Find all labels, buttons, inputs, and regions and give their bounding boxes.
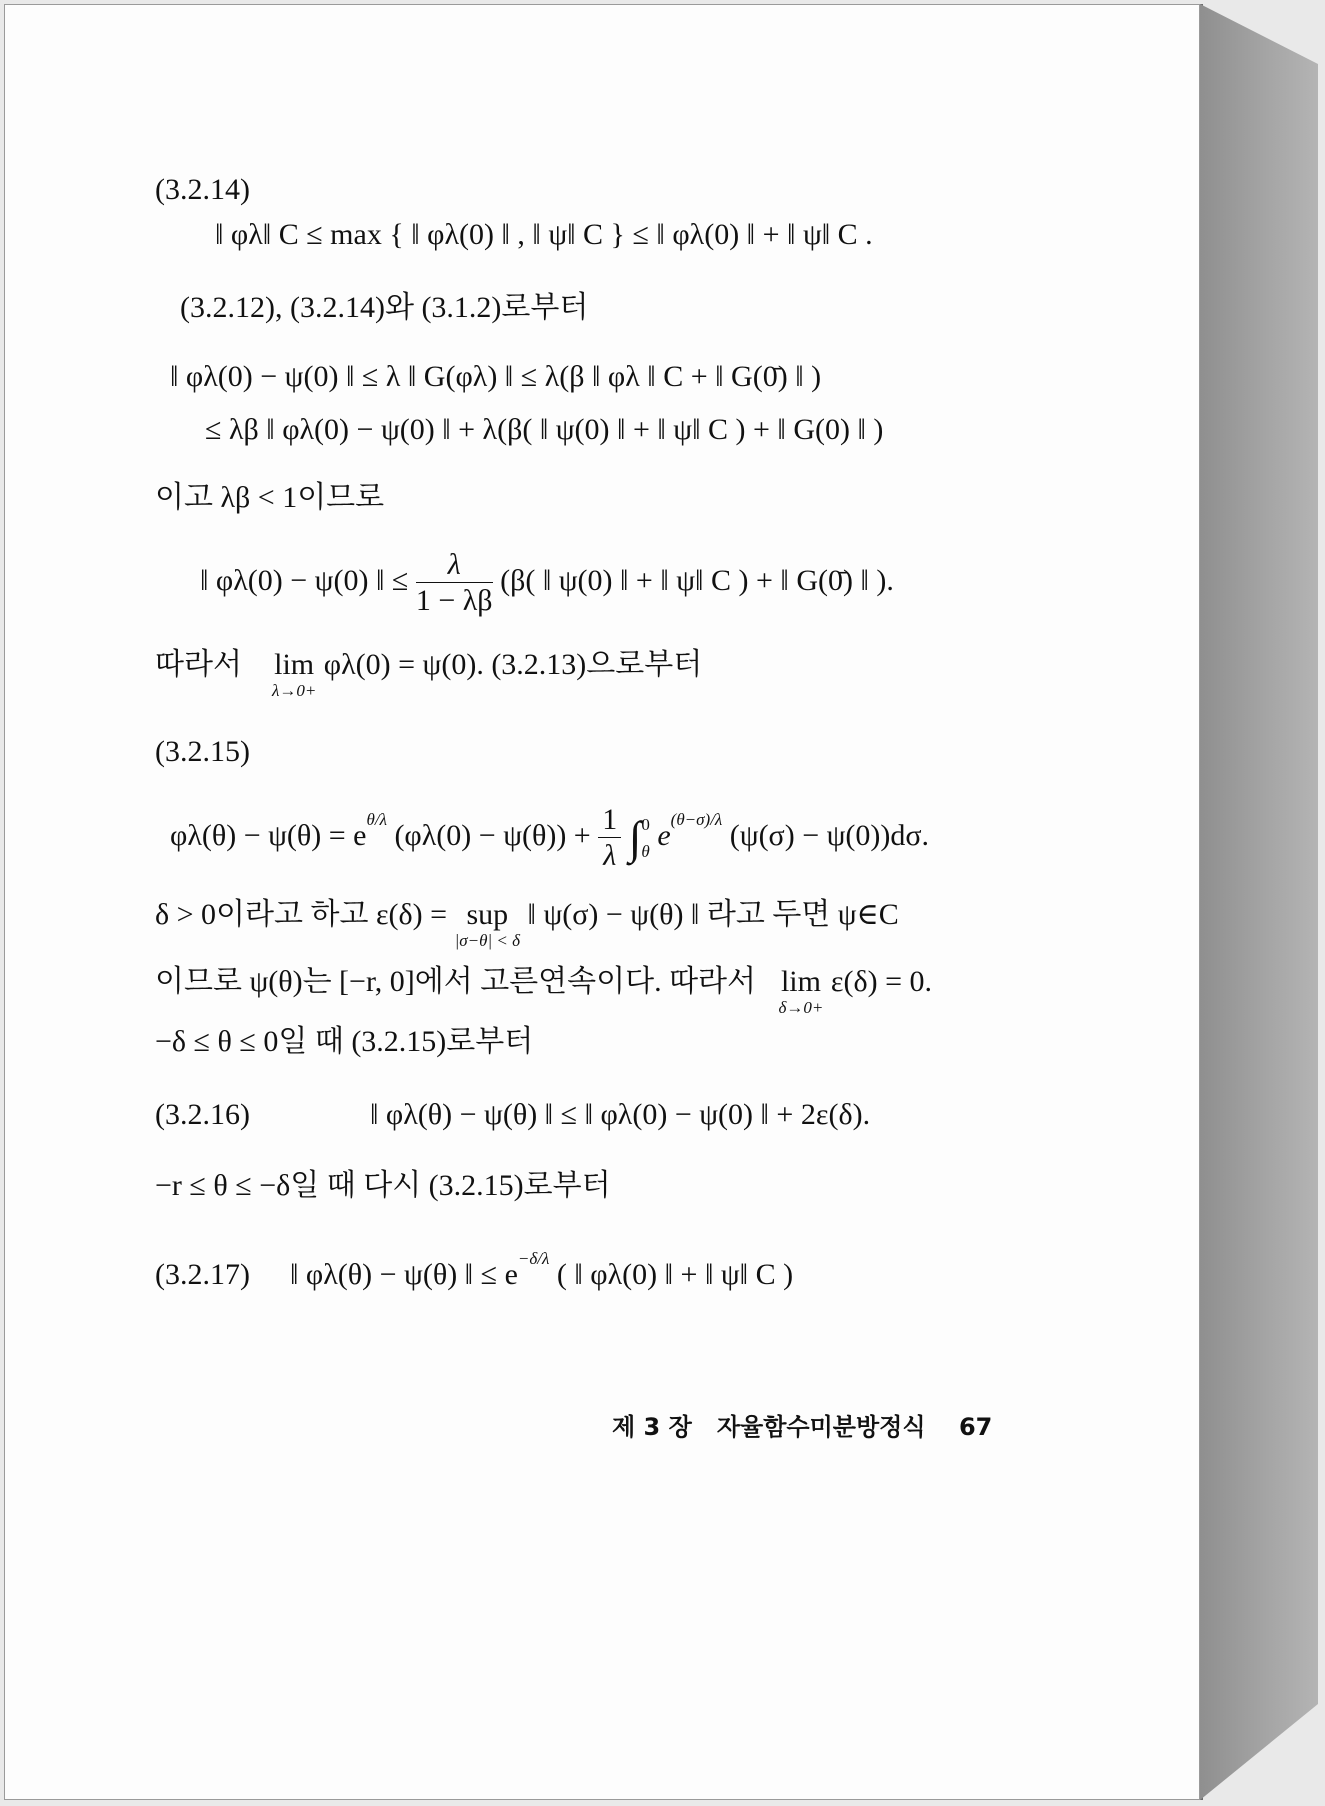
eq-3-2-17-right: ( ‖ φλ(0) ‖ + ‖ ψ‖ C ) [556, 1258, 794, 1291]
inequality-c-right: (β( ‖ ψ(0) ‖ + ‖ ψ‖ C ) + ‖ G(0̄) ‖ ). [500, 563, 894, 597]
inequality-c [200, 550, 894, 616]
lim-subscript-1: λ→0+ [271, 681, 317, 700]
eq-3-2-14-label: (3.2.14) [155, 173, 250, 206]
from-text-1: (3.2.12), (3.2.14)와 (3.1.2)로부터 [180, 291, 589, 324]
sup-operator [455, 900, 520, 949]
delta-text-a: δ > 0이라고 하고 ε(δ) = [155, 898, 448, 931]
eq-3-2-17-exponent: −δ/λ [517, 1249, 550, 1268]
delta-text-b: ‖ ψ(σ) − ψ(θ) ‖ 라고 두면 ψ∈C [527, 898, 899, 931]
lim-word: lim [274, 648, 315, 681]
eq-3-2-15 [170, 805, 929, 871]
eq-3-2-17-left: ‖ φλ(θ) − ψ(θ) ‖ ≤ e [290, 1258, 518, 1291]
eq-3-2-15-exponent: θ/λ [366, 809, 387, 829]
lim-word: lim [780, 965, 821, 998]
limit-expression-2: ε(δ) = 0. [830, 965, 933, 998]
sup-subscript: |σ−θ| < δ [454, 931, 521, 950]
inequality-c-left: ‖ φλ(0) − ψ(0) ‖ ≤ [200, 563, 409, 597]
eq-3-2-14: ‖ φλ‖ C ≤ max { ‖ φλ(0) ‖ , ‖ ψ‖ C } ≤ ‖ φλ(0) ‖ + ‖ ψ‖ C . [215, 218, 873, 251]
fraction-denominator: 1 − λβ [415, 584, 493, 617]
eq-3-2-15-e: e [657, 818, 671, 852]
therefore-text: 따라서 [155, 648, 242, 681]
eq-3-2-15-fraction [598, 805, 621, 871]
eq-3-2-15-right: (ψ(σ) − ψ(0))dσ. [729, 818, 930, 852]
book-page [4, 4, 1200, 1800]
inequality-c-fraction [416, 550, 493, 616]
case-1-text: −δ ≤ θ ≤ 0일 때 (3.2.15)로부터 [155, 1025, 534, 1058]
since-text: 이고 λβ < 1이므로 [155, 481, 385, 514]
eq-3-2-16-label: (3.2.16) [155, 1098, 250, 1131]
case-2-text: −r ≤ θ ≤ −δ일 때 다시 (3.2.15)로부터 [155, 1169, 611, 1202]
footer-title: 자율함수미분방정식 [716, 1413, 926, 1441]
delta-line [155, 900, 899, 949]
fraction-denominator: λ [603, 839, 617, 872]
limit-line-1 [155, 650, 702, 699]
page-number: 67 [958, 1413, 993, 1441]
uniform-text: 이므로 ψ(θ)는 [−r, 0]에서 고른연속이다. 따라서 [155, 965, 757, 998]
limit-operator-1 [272, 650, 316, 699]
integral-limits [641, 811, 650, 865]
page-footer [612, 1415, 992, 1439]
integral-lower: θ [641, 842, 650, 861]
footer-chapter: 제 3 장 [612, 1413, 692, 1441]
integral-sign: ∫ [628, 811, 642, 863]
eq-3-2-15-exponent-2: (θ−σ)/λ [670, 809, 723, 829]
integral-upper: 0 [641, 814, 650, 834]
eq-3-2-15-middle: (φλ(0) − ψ(θ)) + [394, 818, 591, 852]
fraction-numerator: λ [416, 550, 493, 583]
eq-3-2-15-label: (3.2.15) [155, 735, 250, 768]
eq-3-2-16: ‖ φλ(θ) − ψ(θ) ‖ ≤ ‖ φλ(0) − ψ(0) ‖ + 2ε(δ). [370, 1098, 871, 1131]
inequality-b: ≤ λβ ‖ φλ(0) − ψ(0) ‖ + λ(β( ‖ ψ(0) ‖ + ‖ ψ‖ C ) + ‖ G(0) ‖ ) [205, 413, 884, 446]
fraction-numerator: 1 [598, 805, 621, 838]
inequality-a: ‖ φλ(0) − ψ(0) ‖ ≤ λ ‖ G(φλ) ‖ ≤ λ(β ‖ φλ ‖ C + ‖ G(0̄) ‖ ) [170, 360, 822, 393]
eq-3-2-15-left: φλ(θ) − ψ(θ) = e [170, 818, 367, 852]
limit-line-2 [155, 967, 932, 1016]
book-side-shadow [1200, 4, 1318, 1800]
eq-3-2-17-label: (3.2.17) [155, 1258, 250, 1291]
sup-word: sup [466, 898, 509, 931]
limit-operator-2 [779, 967, 824, 1016]
lim-subscript-2: δ→0+ [778, 998, 824, 1017]
limit-expression-1: φλ(0) = ψ(0). (3.2.13)으로부터 [323, 648, 703, 681]
